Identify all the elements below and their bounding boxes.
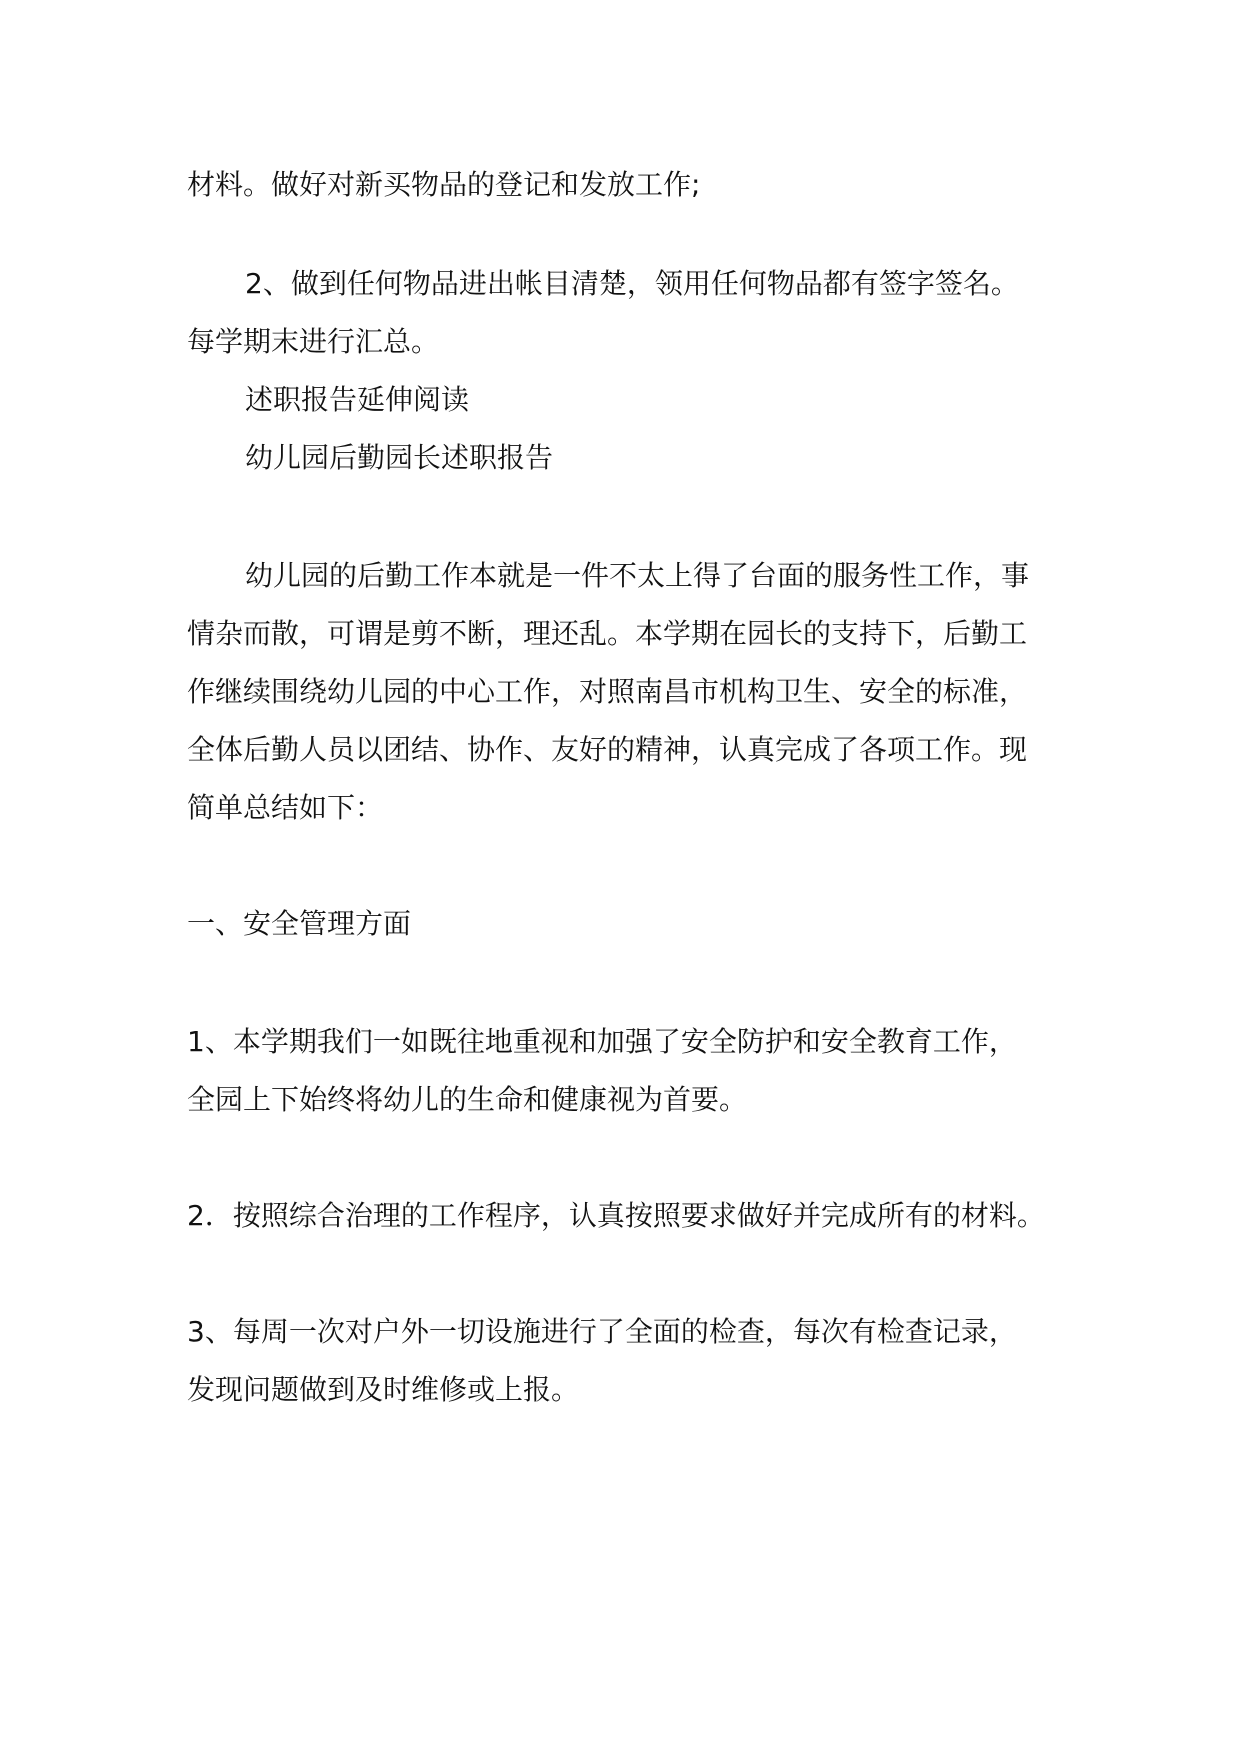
document-title: 幼儿园后勤园长述职报告: [245, 441, 554, 474]
section-heading: 一、安全管理方面: [187, 907, 412, 940]
list-item-line: 2．按照综合治理的工作程序，认真按照要求做好并完成所有的材料。: [187, 1199, 1045, 1232]
list-item-line: 全园上下始终将幼儿的生命和健康视为首要。: [187, 1083, 748, 1116]
list-item-line: 发现问题做到及时维修或上报。: [187, 1373, 580, 1406]
list-item-line: 1、本学期我们一如既往地重视和加强了安全防护和安全教育工作，: [187, 1025, 1017, 1058]
paragraph-line: 每学期末进行汇总。: [187, 325, 440, 358]
list-item-line: 3、每周一次对户外一切设施进行了全面的检查，每次有检查记录，: [187, 1315, 1017, 1348]
paragraph-line: 简单总结如下：: [187, 791, 384, 824]
paragraph-line: 幼儿园的后勤工作本就是一件不太上得了台面的服务性工作，事: [245, 559, 1030, 592]
paragraph-line: 材料。做好对新买物品的登记和发放工作;: [187, 168, 701, 201]
paragraph-line: 2、做到任何物品进出帐目清楚，领用任何物品都有签字签名。: [245, 267, 1019, 300]
section-link-heading: 述职报告延伸阅读: [245, 383, 470, 416]
paragraph-line: 全体后勤人员以团结、协作、友好的精神，认真完成了各项工作。现: [187, 733, 1028, 766]
paragraph-line: 作继续围绕幼儿园的中心工作，对照南昌市机构卫生、安全的标准，: [187, 675, 1028, 708]
paragraph-line: 情杂而散，可谓是剪不断，理还乱。本学期在园长的支持下，后勤工: [187, 617, 1028, 650]
